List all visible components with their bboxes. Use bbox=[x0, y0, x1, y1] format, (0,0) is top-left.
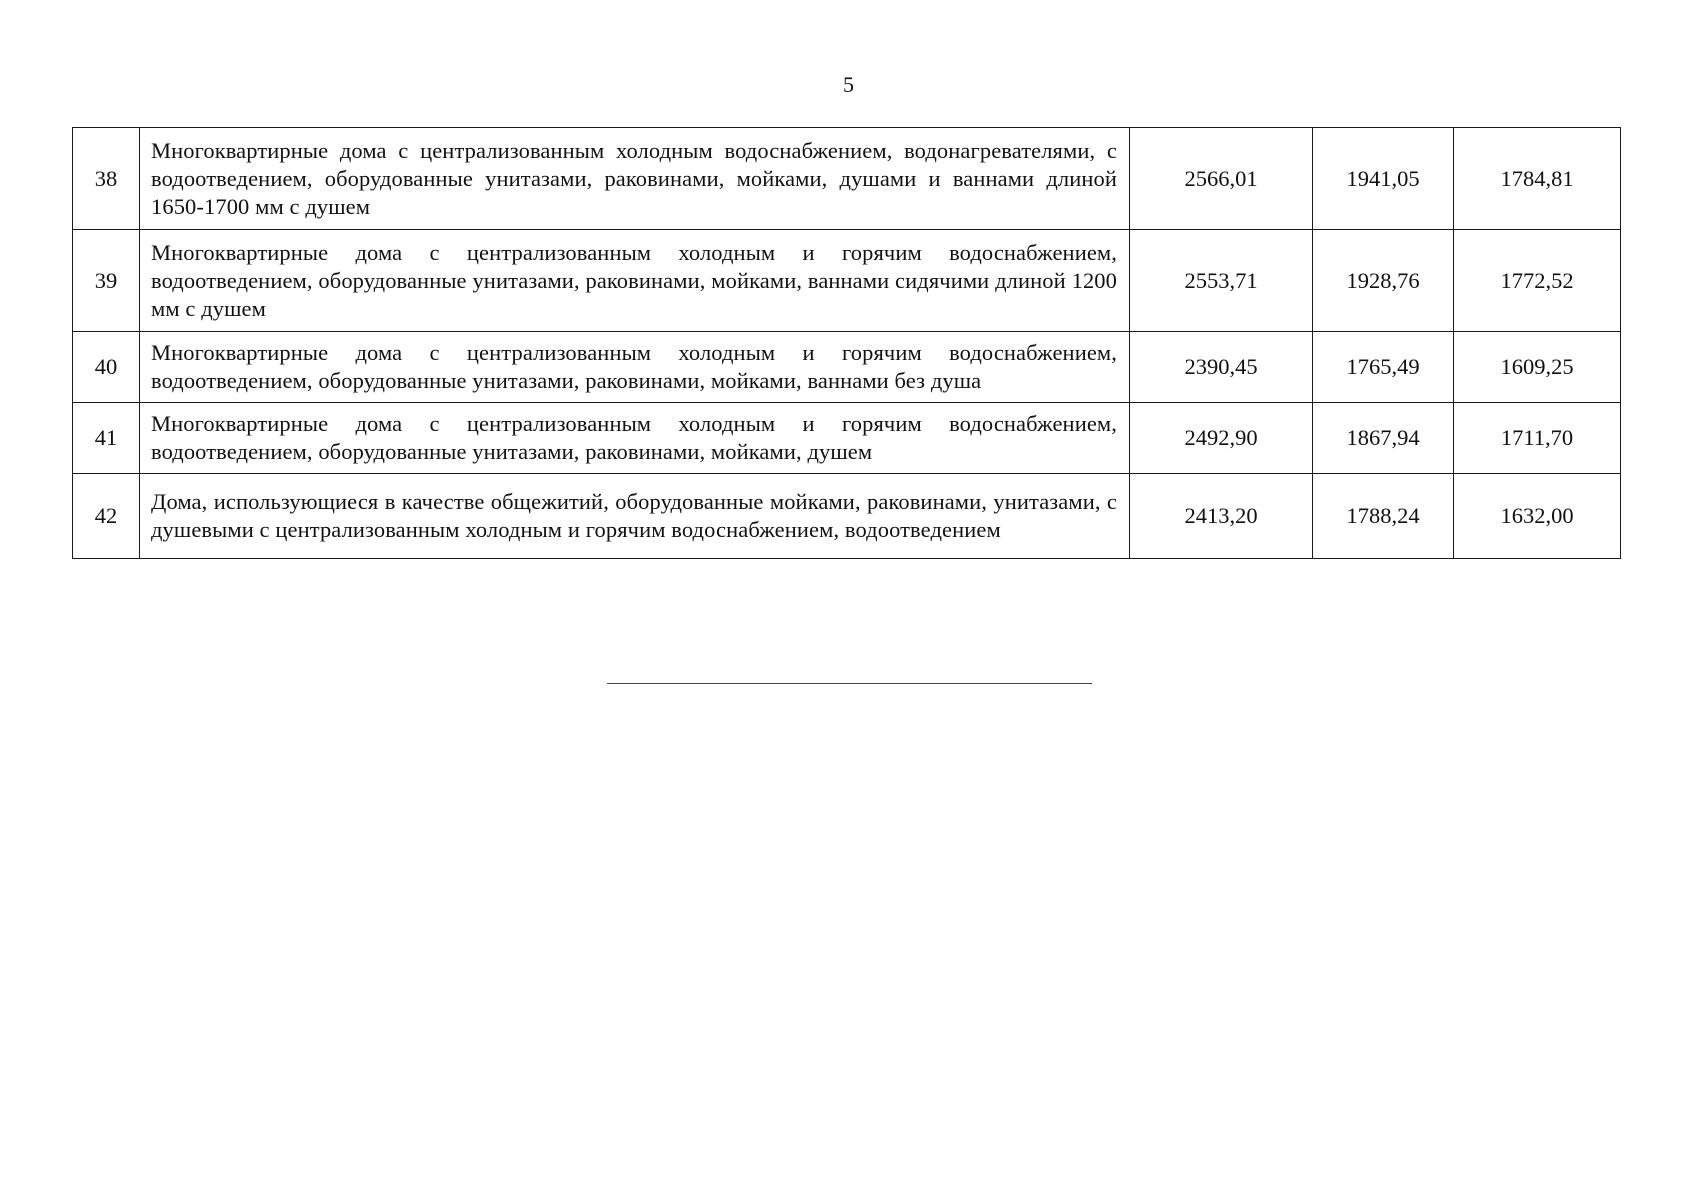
row-description: Многоквартирные дома с централизованным холодным водоснабжением, водонагревателями, с водоотведением, оборудованные унитазами, раковинами, мойками, душами и ваннами длиной 1650-1700 мм с душем bbox=[140, 128, 1130, 230]
table-row bbox=[73, 332, 1621, 403]
table-row bbox=[73, 403, 1621, 474]
value-cell: 1765,49 bbox=[1313, 332, 1454, 403]
value-cell: 2566,01 bbox=[1130, 128, 1313, 230]
value-cell: 2390,45 bbox=[1130, 332, 1313, 403]
table-row bbox=[73, 128, 1621, 230]
value-cell: 1784,81 bbox=[1454, 128, 1621, 230]
row-number: 38 bbox=[73, 128, 140, 230]
value-cell: 2492,90 bbox=[1130, 403, 1313, 474]
value-cell: 2413,20 bbox=[1130, 474, 1313, 559]
tariff-table bbox=[72, 127, 1621, 559]
value-cell: 1711,70 bbox=[1454, 403, 1621, 474]
row-description: Многоквартирные дома с централизованным холодным и горячим водоснабжением, водоотведением, оборудованные унитазами, раковинами, мойками, душем bbox=[140, 403, 1130, 474]
row-description: Многоквартирные дома с централизованным холодным и горячим водоснабжением, водоотведением, оборудованные унитазами, раковинами, мойками, ваннами без душа bbox=[140, 332, 1130, 403]
value-cell: 1772,52 bbox=[1454, 230, 1621, 332]
value-cell: 1609,25 bbox=[1454, 332, 1621, 403]
table-row bbox=[73, 230, 1621, 332]
value-cell: 1867,94 bbox=[1313, 403, 1454, 474]
value-cell: 1632,00 bbox=[1454, 474, 1621, 559]
row-number: 40 bbox=[73, 332, 140, 403]
row-description: Многоквартирные дома с централизованным холодным и горячим водоснабжением, водоотведением, оборудованные унитазами, раковинами, мойками, ваннами сидячими длиной 1200 мм с душем bbox=[140, 230, 1130, 332]
row-number: 41 bbox=[73, 403, 140, 474]
value-cell: 1941,05 bbox=[1313, 128, 1454, 230]
value-cell: 2553,71 bbox=[1130, 230, 1313, 332]
row-description: Дома, использующиеся в качестве общежитий, оборудованные мойками, раковинами, унитазами, с душевыми с централизованным холодным и горячим водоснабжением, водоотведением bbox=[140, 474, 1130, 559]
row-number: 42 bbox=[73, 474, 140, 559]
page-number: 5 bbox=[843, 72, 854, 97]
value-cell: 1928,76 bbox=[1313, 230, 1454, 332]
end-of-document-rule bbox=[607, 683, 1092, 684]
value-cell: 1788,24 bbox=[1313, 474, 1454, 559]
row-number: 39 bbox=[73, 230, 140, 332]
table-row bbox=[73, 474, 1621, 559]
